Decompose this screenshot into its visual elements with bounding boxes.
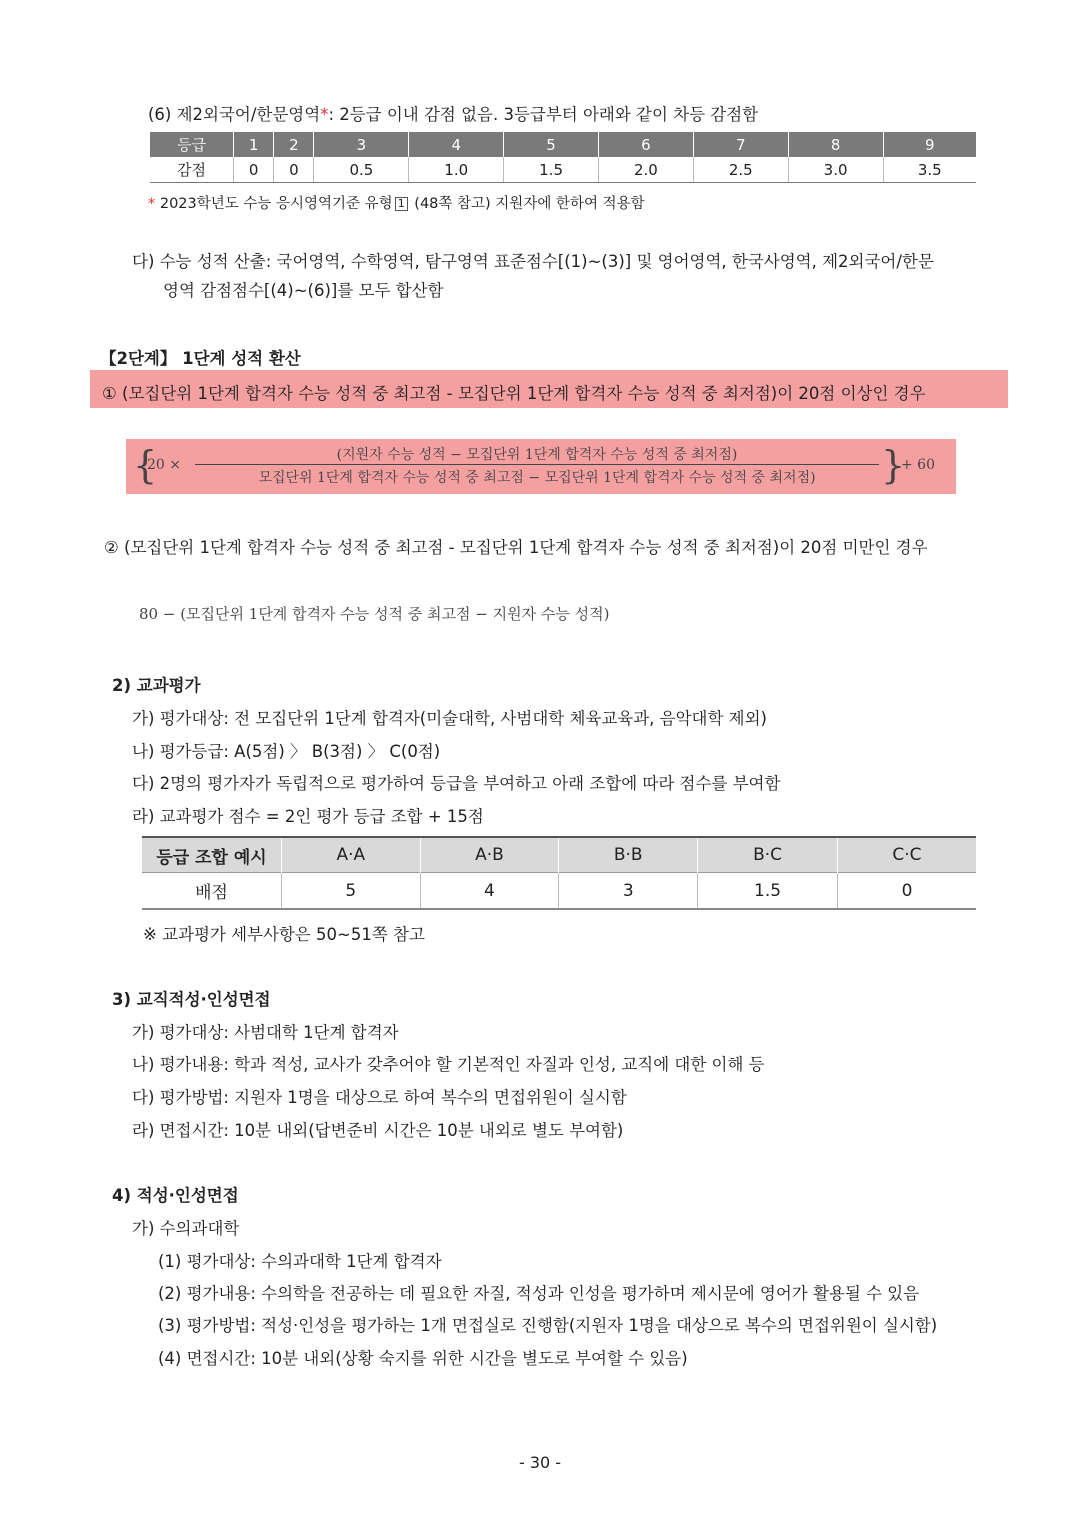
- formula-numerator: (지원자 수능 성적 − 모집단위 1단계 합격자 수능 성적 중 최저점): [336, 447, 738, 463]
- table-cell: A·B: [420, 837, 559, 873]
- formula-denominator: 모집단위 1단계 합격자 수능 성적 중 최고점 − 모집단위 1단계 합격자 수능 성적 중 최저점): [258, 470, 816, 486]
- case2-text: ② (모집단위 1단계 합격자 수능 성적 중 최고점 - 모집단위 1단계 합격자 수능 성적 중 최저점)이 20점 미만인 경우: [104, 538, 928, 557]
- table-cell: A·A: [282, 837, 421, 873]
- table-cell: 3: [314, 132, 409, 157]
- table-cell: 9: [883, 132, 976, 157]
- table-cell: 배점: [142, 873, 282, 910]
- table-cell: 감점: [150, 157, 234, 183]
- section-4-title: 4) 적성·인성면접: [112, 1186, 239, 1205]
- table-cell: B·B: [559, 837, 698, 873]
- table-cell: 4: [420, 873, 559, 910]
- table-cell: 7: [693, 132, 788, 157]
- table-cell: 3: [559, 873, 698, 910]
- table-cell: 1.5: [698, 873, 838, 910]
- deduction-table: [150, 132, 976, 183]
- brace-left-icon: {: [133, 443, 158, 487]
- table-cell: C·C: [837, 837, 976, 873]
- table-cell: 3.0: [788, 157, 883, 183]
- table-cell: 5: [504, 132, 599, 157]
- table-cell: 0: [274, 157, 314, 183]
- s4-sub-1: (1) 평가대상: 수의과대학 1단계 합격자: [158, 1252, 442, 1271]
- table-cell: 4: [409, 132, 504, 157]
- s2-item-c: 다) 2명의 평가자가 독립적으로 평가하여 등급을 부여하고 아래 조합에 따라 점수를 부여함: [132, 774, 781, 793]
- grade-combo-row: [142, 873, 976, 910]
- grade-combo-table: [142, 836, 976, 910]
- table-cell: 5: [282, 873, 421, 910]
- s4-sub-4: (4) 면접시간: 10분 내외(상황 숙지를 위한 시간을 별도로 부여할 수 있음): [158, 1349, 688, 1368]
- s2-item-a: 가) 평가대상: 전 모집단위 1단계 합격자(미술대학, 사범대학 체육교육과, 음악대학 제외): [132, 709, 767, 728]
- table-cell: 0: [234, 157, 274, 183]
- table-cell: 8: [788, 132, 883, 157]
- calc-line-1: 다) 수능 성적 산출: 국어영역, 수학영역, 탐구영역 표준점수[(1)~(3)] 및 영어영역, 한국사영역, 제2외국어/한문: [132, 252, 934, 271]
- s3-item-c: 다) 평가방법: 지원자 1명을 대상으로 하여 복수의 면접위원이 실시함: [132, 1088, 627, 1107]
- table-cell: 1: [234, 132, 274, 157]
- s3-item-a: 가) 평가대상: 사범대학 1단계 합격자: [132, 1023, 399, 1042]
- s3-item-b: 나) 평가내용: 학과 적성, 교사가 갖추어야 할 기본적인 자질과 인성, 교직에 대한 이해 등: [132, 1055, 765, 1074]
- s4-item-a: 가) 수의과대학: [132, 1219, 240, 1238]
- formula-suffix: + 60: [901, 457, 935, 473]
- page-number: - 30 -: [518, 1453, 562, 1472]
- s3-item-d: 라) 면접시간: 10분 내외(답변준비 시간은 10분 내외로 별도 부여함): [132, 1121, 624, 1140]
- table-cell: 등급 조합 예시: [142, 837, 282, 873]
- table-cell: 1.5: [504, 157, 599, 183]
- deduction-table-header: [150, 132, 976, 157]
- table-cell: 1.0: [409, 157, 504, 183]
- section-3-title: 3) 교직적성·인성면접: [112, 990, 271, 1009]
- table-cell: 2: [274, 132, 314, 157]
- grade-combo-header: [142, 837, 976, 873]
- section-6-title: (6) 제2외국어/한문영역*: 2등급 이내 감점 없음. 3등급부터 아래와 같이 차등 감점함: [148, 105, 759, 124]
- table-cell: 2.0: [599, 157, 694, 183]
- s2-item-d: 라) 교과평가 점수 = 2인 평가 등급 조합 + 15점: [132, 807, 484, 826]
- table-cell: 2.5: [693, 157, 788, 183]
- table-cell: 0.5: [314, 157, 409, 183]
- fraction-bar: [195, 464, 879, 465]
- table-cell: 6: [599, 132, 694, 157]
- s4-sub-3: (3) 평가방법: 적성·인성을 평가하는 1개 면접실로 진행함(지원자 1명을 대상으로 복수의 면접위원이 실시함): [158, 1316, 938, 1335]
- table-cell: B·C: [698, 837, 838, 873]
- section-2-title: 2) 교과평가: [112, 676, 201, 695]
- s2-note: ※ 교과평가 세부사항은 50~51쪽 참고: [143, 925, 425, 944]
- step2-title: 【2단계】 1단계 성적 환산: [100, 349, 301, 368]
- calc-line-2: 영역 감점점수[(4)~(6)]를 모두 합산함: [163, 281, 444, 300]
- brace-right-icon: }: [881, 443, 906, 487]
- deduction-note: * 2023학년도 수능 응시영역기준 유형 1 (48쪽 참고) 지원자에 한하여 적용함: [148, 196, 645, 212]
- table-cell: 0: [837, 873, 976, 910]
- table-cell: 등급: [150, 132, 234, 157]
- table-cell: 3.5: [883, 157, 976, 183]
- s2-item-b: 나) 평가등급: A(5점) 〉 B(3점) 〉 C(0점): [132, 742, 441, 761]
- deduction-table-row: [150, 157, 976, 183]
- numbered-box: 1: [395, 197, 408, 211]
- s4-sub-2: (2) 평가내용: 수의학을 전공하는 데 필요한 자질, 적성과 인성을 평가하며 제시문에 영어가 활용될 수 있음: [158, 1284, 920, 1303]
- formula-prefix: 20 ×: [147, 457, 181, 473]
- case1-text: ① (모집단위 1단계 합격자 수능 성적 중 최고점 - 모집단위 1단계 합격자 수능 성적 중 최저점)이 20점 이상인 경우: [102, 384, 926, 403]
- formula2: 80 − (모집단위 1단계 합격자 수능 성적 중 최고점 − 지원자 수능 성적): [139, 605, 610, 623]
